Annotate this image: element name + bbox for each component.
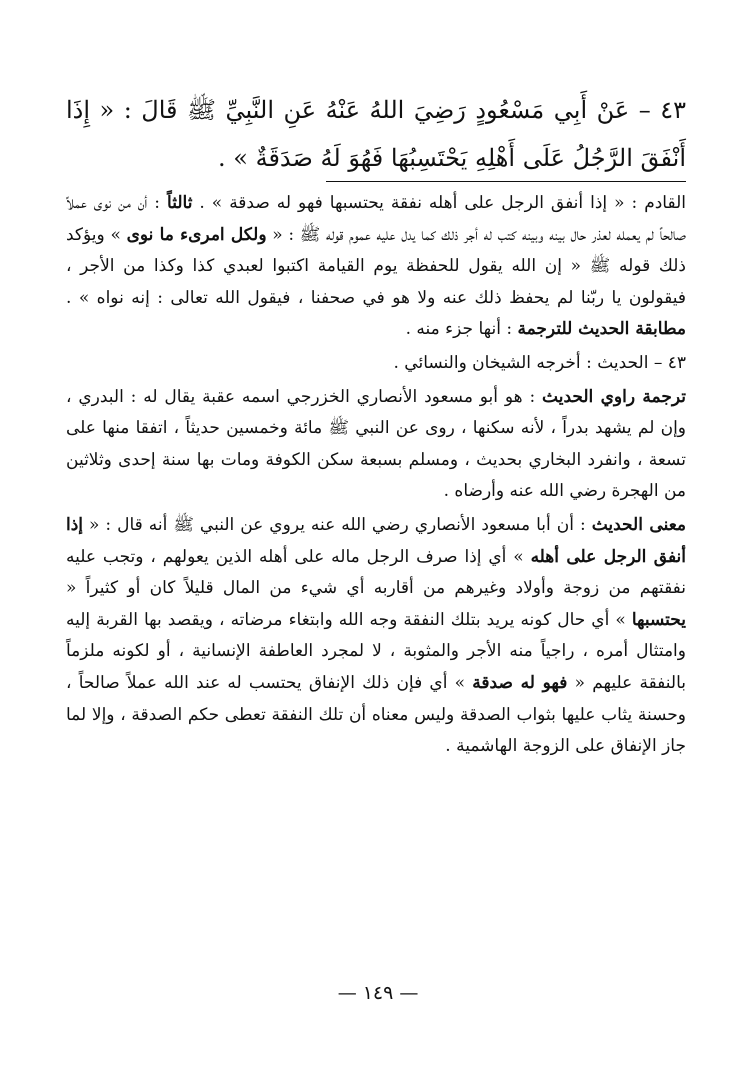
text-run: أنه قال : « (83, 514, 174, 535)
hadith-text-part-1: عَنْ أَبِي مَسْعُودٍ رَضِيَ اللهُ عَنْهُ عَنِ النَّبِيِّ (216, 96, 630, 124)
salawat-symbol: ﷺ (173, 514, 194, 535)
text-run: » أي فإن ذلك الإنفاق يحتسب له عند الله عملاً صالحاً ، وحسنة يثاب عليها بثواب الصدقة وليس معناه أن تلك النفقة تعطى حكم الصدقة ، وإلا لما جاز الإنفاق على الزوجة الهاشمية . (66, 672, 686, 757)
commentary-paragraph-3 (66, 382, 686, 508)
quoted-hadith-bold: ولكل امرىء ما نوى (126, 224, 267, 245)
salawat-symbol: ﷺ (589, 256, 611, 277)
hadith-text (66, 86, 686, 182)
page-number (0, 982, 756, 1004)
commentary-paragraph-1 (66, 188, 686, 346)
heading-hadith-meaning: معنى الحديث (591, 514, 687, 535)
salawat-symbol: ﷺ (187, 96, 217, 124)
page-number-value: ١٤٩ (362, 982, 394, 1004)
quoted-hadith-bold: فهو له صدقة (472, 672, 568, 693)
salawat-symbol: ﷺ (299, 224, 321, 245)
text-run: : هو أبو مسعود الأنصاري الخزرجي اسمه عقبة يقال له : البدري ، وإن لم يشهد بدراً ، لأنه سكنها ، روى عن النبي (66, 386, 687, 439)
text-run: القادم : « إذا أنفق الرجل على أهله نفقة يحتسبها فهو له صدقة » . (192, 193, 686, 213)
text-run: « إن الله يقول للحفظة يوم القيامة اكتبوا لعبدي كذا وكذا من الأجر ، فيقولون يا ربّنا لم يحفظ ذلك عنه ولا هو في صحفنا ، فيقول الله تعالى : إنه نواه » . (66, 256, 686, 308)
hadith-text-part-2: قَالَ : « إِذَا أَنْفَقَ الرَّجُلُ عَلَى أَهْلِهِ يَحْتَسِبُهَا فَهُوَ لَهُ صَدَقَةٌ » . (66, 96, 686, 172)
text-run: » ويؤكد ذلك قوله (66, 224, 686, 277)
page-number-dash: — (399, 982, 419, 1004)
heading-thirdly: ثالثاً (167, 193, 193, 213)
commentary-paragraph-2: ٤٣ – الحديث : أخرجه الشيخان والنسائي . (393, 352, 686, 373)
separator-line (326, 181, 686, 182)
quoted-hadith-bold: إذا أنفق الرجل على أهله (66, 514, 687, 567)
heading-narrator-biography: ترجمة راوي الحديث (542, 386, 686, 407)
text-run: : أن أبا مسعود الأنصاري رضي الله عنه يروي عن النبي (193, 514, 592, 535)
text-run: » أي إذا صرف الرجل ماله على أهله الذين يعولهم ، وتجب عليه نفقتهم من زوجة وأولاد وغيرهم من أقاربه أي شيء من المال قليلاً كان أو كثيراً « (66, 546, 686, 599)
salawat-symbol: ﷺ (328, 418, 349, 439)
commentary-paragraph-4 (66, 510, 686, 763)
text-run: مائة وخمسين حديثاً ، اتفقا منها على تسعة ، وانفرد البخاري بحديث ، ومسلم بسبعة سكن الكوفة ومات بها سنة إحدى وثلاثين من الهجرة رضي الله عنه وأرضاه . (66, 418, 686, 502)
hadith-number: ٤٣ – (629, 96, 687, 124)
text-run: : أن من نوى عملاً صالحاً لم يعمله لعذر حال بينه وبينه كتب له أجر ذلك كما يدل عليه عموم قوله (66, 193, 686, 245)
page-number-dash: — (337, 982, 357, 1004)
heading-correspondence: مطابقة الحديث للترجمة (517, 319, 686, 340)
quoted-hadith-bold: يحتسبها (631, 609, 686, 630)
text-run: » أي حال كونه يريد بتلك النفقة وجه الله وابتغاء مرضاته ، ويقصد بها القربة إليه وامتثال أمره ، راجياً منه الأجر والمثوبة ، لا لمجرد العاطفة الإنسانية ، أو لكونه ملزماً بالنفقة عليهم « (66, 609, 686, 693)
text-run: : أنها جزء منه . (405, 319, 518, 340)
text-run: : « (266, 224, 300, 245)
commentary (66, 188, 686, 763)
